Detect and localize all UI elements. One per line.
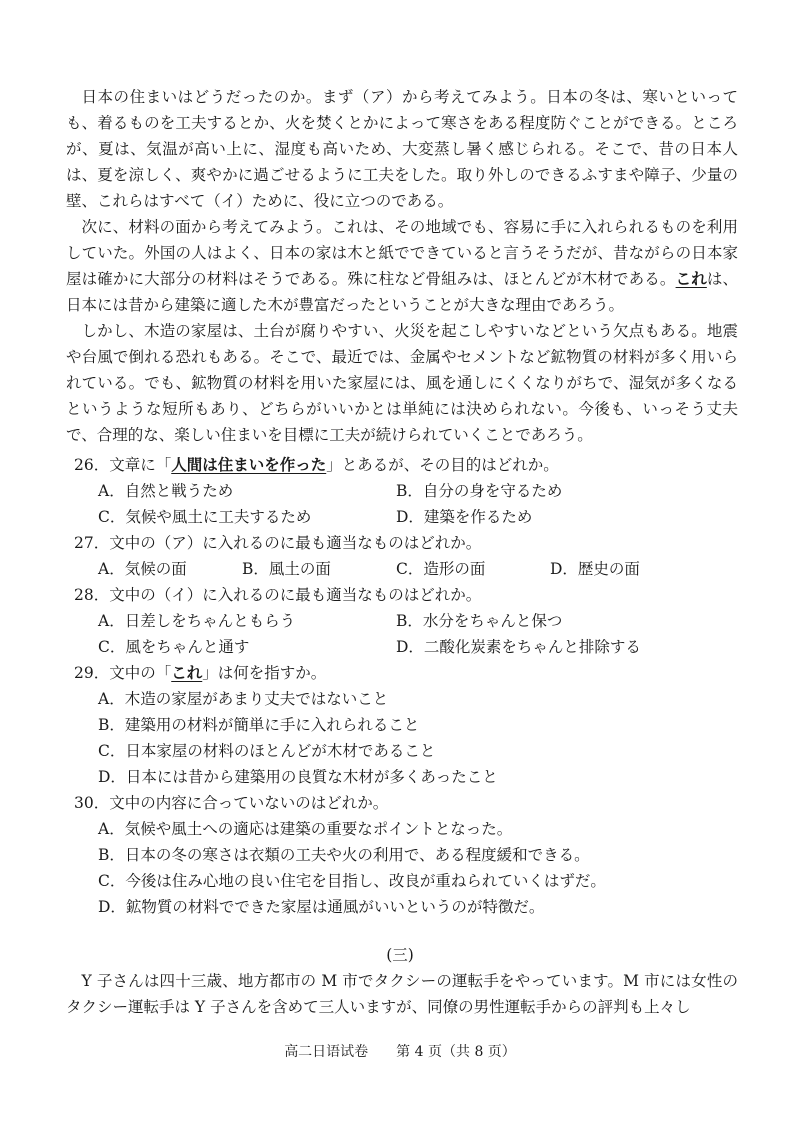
question-26-option-d[interactable]: D．建築を作るため: [396, 508, 533, 526]
question-30-stem: 30．文中の内容に合っていないのはどれか。: [74, 794, 389, 812]
question-27-option-a[interactable]: A．気候の面: [98, 560, 187, 578]
question-26-option-b[interactable]: B．自分の身を守るため: [396, 482, 563, 500]
question-27-option-c[interactable]: C．造形の面: [396, 560, 486, 578]
question-26-options-row-2: [74, 504, 744, 530]
question-28-option-d[interactable]: D．二酸化炭素をちゃんと排除する: [396, 638, 641, 656]
page-footer: 高二日语试卷 第 4 页（共 8 页）: [284, 1044, 516, 1060]
question-29-option-b[interactable]: B．建築用の材料が簡単に手に入れられること: [98, 716, 420, 734]
passage-paragraph-1: 日本の住まいはどうだったのか。まず（ア）から考えてみよう。日本の冬は、寒いといっても、着るものを工夫するとか、火を焚くとかによって寒さをある程度防ぐことができる。ところが、夏は、気温が高い上に、湿度も高いため、大変蒸し暑く感じられる。そこで、昔の日本人は、夏を涼しく、爽やかに過ごせるように工夫をした。取り外しのできるふすまや障子、少量の壁、これらはすべて（イ）ために、役に立つのである。: [66, 88, 738, 210]
question-26-options-row-1: [74, 478, 744, 504]
question-27: [74, 530, 744, 582]
question-29-option-d[interactable]: D．日本には昔から建築用の良質な木材が多くあったこと: [98, 768, 498, 786]
question-29-underlined: これ: [171, 663, 203, 682]
passage-paragraph-3: しかし、木造の家屋は、土台が腐りやすい、火災を起こしやすいなどという欠点もある。地震や台風で倒れる恐れもある。そこで、最近では、金属やセメントなど鉱物質の材料が多く用いられている。でも、鉱物質の材料を用いた家屋には、風を通しにくくなりがちで、湿気が多くなるというような短所もあり、どちらがいいかとは単純には決められない。今後も、いっそう丈夫で、合理的な、楽しい住まいを目標に工夫が続けられていくことであろう。: [66, 322, 738, 444]
question-29-stem: [74, 660, 744, 686]
underlined-kore: これ: [675, 269, 707, 288]
question-28-option-b[interactable]: B．水分をちゃんと保つ: [396, 612, 563, 630]
question-28-options-row-2: [74, 634, 744, 660]
passage-paragraph-2-end: は、日本には昔から建築に適した木が豊富だったということが大きな理由であろう。: [66, 270, 738, 314]
question-27-options-row: [74, 556, 744, 582]
question-28: [74, 582, 744, 660]
section-3-paragraph: Y 子さんは四十三歳、地方都市の M 市でタクシーの運転手をやっています。M 市には女性のタクシー運転手は Y 子さんを含めて三人いますが、同僚の男性運転手からの評判も上々し: [66, 972, 738, 1016]
question-26-option-a[interactable]: A．自然と戦うため: [98, 482, 234, 500]
question-29-stem-post: 」は何を指すか。: [202, 664, 327, 682]
question-27-option-d[interactable]: D．歴史の面: [550, 560, 640, 578]
question-27-stem: 27．文中の（ア）に入れるのに最も適当なものはどれか。: [74, 534, 482, 552]
question-26-stem-post: 」とあるが、その目的はどれか。: [326, 456, 559, 474]
section-3-heading: (三): [386, 946, 414, 964]
question-28-option-a[interactable]: A．日差しをちゃんともらう: [98, 612, 296, 630]
question-29-option-a[interactable]: A．木造の家屋があまり丈夫ではないこと: [98, 690, 389, 708]
question-28-options-row-1: [74, 608, 744, 634]
question-30-option-b[interactable]: B．日本の冬の寒さは衣類の工夫や火の利用で、ある程度緩和できる。: [98, 846, 590, 864]
question-29-option-c[interactable]: C．日本家屋の材料のほとんどが木材であること: [98, 742, 436, 760]
question-26-underlined: 人間は住まいを作った: [171, 455, 327, 474]
question-28-option-c[interactable]: C．風をちゃんと通す: [98, 638, 250, 656]
question-26-option-c[interactable]: C．気候や風土に工夫するため: [98, 508, 312, 526]
reading-passage: [66, 84, 738, 448]
question-27-option-b[interactable]: B．風土の面: [242, 560, 331, 578]
question-30-option-c[interactable]: C．今後は住み心地の良い住宅を目指し、改良が重ねられていくはずだ。: [98, 872, 606, 890]
question-30-option-a[interactable]: A．気候や風土への適応は建築の重要なポイントとなった。: [98, 820, 513, 838]
question-26-stem: [74, 452, 744, 478]
question-30-option-d[interactable]: D．鉱物質の材料でできた家屋は通風がいいというのが特徴だ。: [98, 898, 545, 916]
passage-paragraph-2: [66, 214, 738, 318]
question-29-stem-pre: 29．文中の「: [74, 664, 172, 682]
question-30: [74, 790, 744, 920]
question-26-stem-pre: 26．文章に「: [74, 456, 172, 474]
question-26: [74, 452, 744, 530]
passage-paragraph-2-start: 次に、材料の面から考えてみよう。これは、その地域でも、容易に手に入れられるものを利用していた。外国の人はよく、日本の家は木と紙でできていると言うそうだが、昔ながらの日本家屋は確かに大部分の材料はそうである。殊に柱など骨組みは、ほとんどが木材である。: [66, 218, 738, 288]
question-28-stem: 28．文中の（イ）に入れるのに最も適当なものはどれか。: [74, 586, 482, 604]
section-3-passage: [66, 968, 738, 1020]
question-29: [74, 660, 744, 790]
